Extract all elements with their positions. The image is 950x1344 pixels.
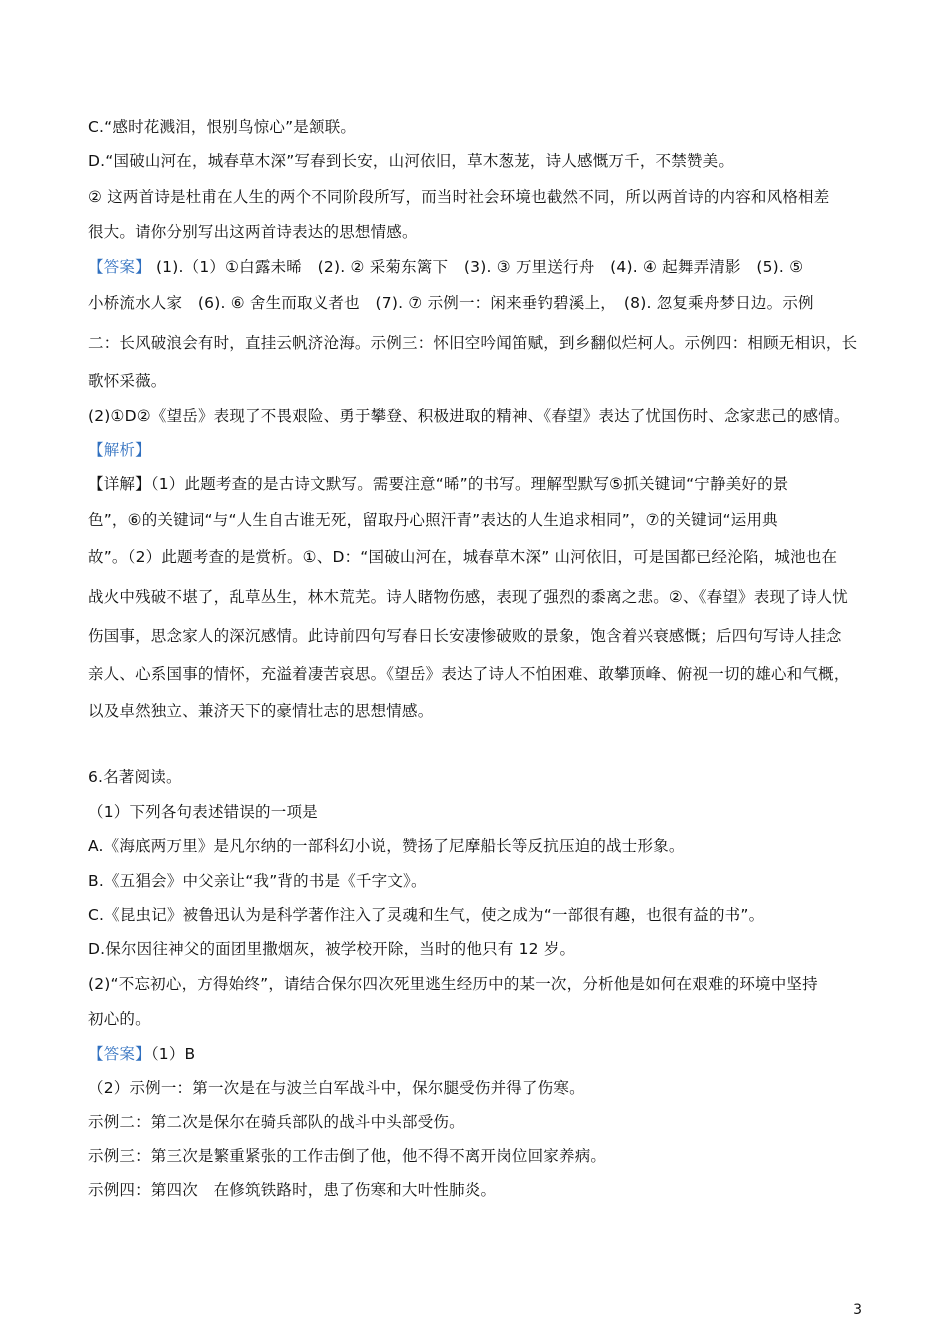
detail-line6: 亲人、心系国事的情怀，充溢着凄苦哀思。《望岳》表达了诗人不怕困难、敢攀顶峰、俯视一切的雄心和气概，: [88, 665, 850, 683]
q6-example-3: 示例三：第三次是繁重紧张的工作击倒了他，他不得不离开岗位回家养病。: [88, 1147, 607, 1165]
q5-sub2-line1: ② 这两首诗是杜甫在人生的两个不同阶段所写，而当时社会环境也截然不同，所以两首诗的内容和风格相差: [88, 188, 830, 206]
q6-option-c: C.《昆虫记》被鲁迅认为是科学著作注入了灵魂和生气，使之成为“一部很有趣，也很有益的书”。: [88, 906, 765, 924]
q5-sub2-line2: 很大。请你分别写出这两首诗表达的思想情感。: [88, 223, 418, 241]
q5-answer-line5: (2)①D②《望岳》表现了不畏艰险、勇于攀登、积极进取的精神、《春望》表达了忧国伤时、念家悲己的感情。: [88, 407, 850, 425]
q6-answer-line1: [88, 1044, 878, 1064]
detail-line5: 伤国事，思念家人的深沉感情。此诗前四句写春日长安凄惨破败的景象，饱含着兴衰感慨；后四句写诗人挂念: [88, 627, 842, 645]
q6-example-2: 示例二：第二次是保尔在骑兵部队的战斗中头部受伤。: [88, 1113, 465, 1131]
analysis-tag: 【解析】: [88, 441, 151, 459]
q5-answer-line3: 二：长风破浪会有时，直挂云帆济沧海。示例三：怀旧空吟闻笛赋，到乡翻似烂柯人。示例四：相顾无相识，长: [88, 334, 858, 352]
answer-text: （1）B: [150, 1045, 196, 1063]
detail-line4: 战火中残破不堪了，乱草丛生，林木荒芜。诗人睹物伤感，表现了强烈的黍离之悲。②、《春望》表现了诗人忧: [88, 588, 848, 606]
q6-option-a: A.《海底两万里》是凡尔纳的一部科幻小说，赞扬了尼摩船长等反抗压迫的战士形象。: [88, 837, 685, 855]
q6-sub1: （1）下列各句表述错误的一项是: [88, 803, 318, 821]
answer-tag: 【答案】: [88, 258, 151, 276]
q6-sub2-line2: 初心的。: [88, 1010, 151, 1028]
q5-answer-line1: [88, 257, 878, 277]
detail-line1: 【详解】（1）此题考查的是古诗文默写。需要注意“晞”的书写。理解型默写⑤抓关键词“宁静美好的景: [88, 475, 789, 493]
q6-sub2-line1: (2)“不忘初心，方得始终”，请结合保尔四次死里逃生经历中的某一次，分析他是如何在艰难的环境中坚持: [88, 975, 818, 993]
page-number: 3: [853, 1302, 862, 1318]
q5-answer-line4: 歌怀采薇。: [88, 372, 167, 390]
q6-answer-line2: （2）示例一：第一次是在与波兰白军战斗中，保尔腿受伤并得了伤寒。: [88, 1079, 585, 1097]
q5-option-d: D.“国破山河在，城春草木深”写春到长安，山河依旧，草木葱茏，诗人感慨万千，不禁赞美。: [88, 152, 735, 170]
q5-answer-line2: 小桥流水人家 (6). ⑥ 舍生而取义者也 (7). ⑦ 示例一：闲来垂钓碧溪上， (8). 忽复乘舟梦日边。示例: [88, 294, 814, 312]
detail-line2: 色”，⑥的关键词“与“人生自古谁无死，留取丹心照汗青”表达的人生追求相同”，⑦的关键词“运用典: [88, 511, 778, 529]
q5-option-c: C.“感时花溅泪，恨别鸟惊心”是颔联。: [88, 118, 357, 136]
q6-option-d: D.保尔因往神父的面团里撒烟灰，被学校开除，当时的他只有 12 岁。: [88, 940, 576, 958]
answer-tag: 【答案】: [88, 1045, 151, 1063]
answer-text: (1).（1）①白露未晞 (2). ② 采菊东篱下 (3). ③ 万里送行舟 (4). ④ 起舞弄清影 (5). ⑤: [150, 258, 804, 276]
q6-option-b: B.《五猖会》中父亲让“我”背的书是《千字文》。: [88, 872, 427, 890]
q6-example-4: 示例四：第四次 在修筑铁路时，患了伤寒和大叶性肺炎。: [88, 1181, 497, 1199]
q6-title: 6.名著阅读。: [88, 768, 182, 786]
detail-line7: 以及卓然独立、兼济天下的豪情壮志的思想情感。: [88, 702, 434, 720]
detail-line3: 故”。（2）此题考查的是赏析。①、D：“国破山河在，城春草木深” 山河依旧，可是国都已经沦陷，城池也在: [88, 548, 838, 566]
